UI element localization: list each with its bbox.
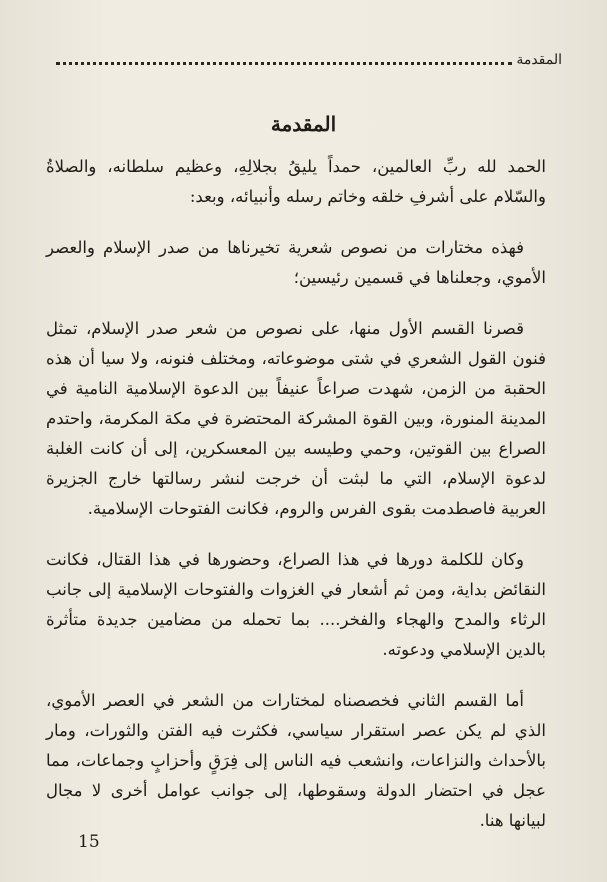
running-head-title: المقدمة — [516, 52, 562, 68]
paragraph-selection: فهذه مختارات من نصوص شعرية تخيرناها من صدر الإسلام والعصر الأموي، وجعلناها في قسمين رئيسين؛ — [46, 238, 546, 287]
paragraph-first-section: قصرنا القسم الأول منها، على نصوص من شعر صدر الإسلام، تمثل فنون القول الشعري في شتى موضوعاته، ومختلف فنونه، ولا سيا أن هذه الحقبة من الزمن، شهدت صراعاً عنيفاً بين الدعوة الإسلامية النامية في المدينة المنورة، وبين القوة المشركة المحتضرة في مكة المكرمة، واحتدم الصراع بين القوتين، وحمي وطيسه بين المعسكرين، إلى أن كانت الغلبة لدعوة الإسلام، التي ما لبثت أن خرجت لنشر رسالتها خارج الجزيرة العربية فاصطدمت بقوى الفرس والروم، فكانت الفتوحات الإسلامية. — [46, 319, 546, 518]
header-dotted-rule — [56, 62, 512, 65]
paragraph-word-role: وكان للكلمة دورها في هذا الصراع، وحضورها في هذا القتال، فكانت النقائض بداية، ومن ثم أشعار في الغزوات والفتوحات الإسلامية إلى جانب الرثاء والمدح والهجاء والفخر.... بما تحمله من مضامين جديدة متأثرة بالدين الإسلامي ودعوته. — [46, 550, 546, 659]
page-number: 15 — [78, 832, 100, 852]
chapter-title: المقدمة — [270, 112, 337, 136]
running-header — [56, 52, 562, 68]
body-text — [46, 152, 546, 857]
paragraph-second-section: أما القسم الثاني فخصصناه لمختارات من الشعر في العصر الأموي، الذي لم يكن عصر استقرار سياسي، فكثرت فيه الفتن والثورات، ومار بالأحداث والنزاعات، وانشعب فيه الناس إلى فِرَقٍ وأحزابٍ وجماعات، مما عجل في احتضار الدولة وسقوطها، إلى جوانب عوامل أخرى لا مجال لبيانها هنا. — [46, 691, 546, 830]
paragraph-opening: الحمد لله ربِّ العالمين، حمداً يليقُ بجلالِهِ، وعظيم سلطانه، والصلاةُ والسّلام على أشرفِ خلقه وخاتم رسله وأنبيائه، وبعد: — [46, 157, 546, 206]
